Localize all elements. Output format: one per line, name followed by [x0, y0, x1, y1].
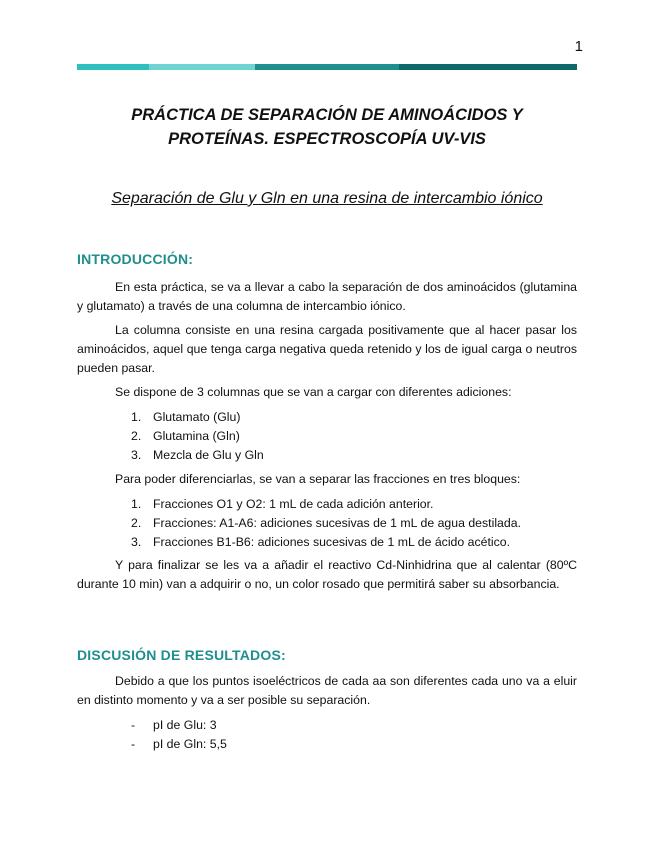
title-line-2: PROTEÍNAS. ESPECTROSCOPÍA UV-VIS: [168, 130, 486, 148]
list-text: pI de Gln: 5,5: [153, 737, 227, 751]
list-item: [131, 427, 264, 446]
list-text: Fracciones B1-B6: adiciones sucesivas de 1 mL de ácido acético.: [153, 535, 511, 549]
document-subtitle: Separación de Glu y Gln en una resina de intercambio iónico: [111, 190, 543, 207]
header-divider: [77, 64, 577, 70]
title-line-1: PRÁCTICA DE SEPARACIÓN DE AMINOÁCIDOS Y: [131, 106, 523, 124]
discussion-heading: DISCUSIÓN DE RESULTADOS:: [77, 647, 286, 663]
list-dash: -: [131, 737, 136, 751]
intro-paragraph-2: La columna consiste en una resina cargada positivamente que al hacer pasar los aminoácidos, aquel que tenga carga negativa queda retenido y los de igual carga o neutros pueden pasar.: [77, 323, 577, 375]
document-title: [77, 103, 577, 151]
columns-list: [131, 408, 264, 465]
list-number: 2.: [131, 429, 142, 443]
list-item: [131, 533, 521, 552]
divider-segment: [149, 64, 255, 70]
list-item: [131, 514, 521, 533]
list-item: [131, 446, 264, 465]
page-number: 1: [574, 38, 583, 55]
list-text: Glutamato (Glu): [153, 410, 241, 424]
list-item: [131, 716, 227, 735]
list-number: 1.: [131, 410, 142, 424]
list-number: 2.: [131, 516, 142, 530]
list-item: [131, 735, 227, 754]
list-dash: -: [131, 718, 136, 732]
list-item: [131, 408, 264, 427]
intro-paragraph-3: Se dispone de 3 columnas que se van a cargar con diferentes adiciones:: [115, 385, 512, 399]
list-text: Fracciones O1 y O2: 1 mL de cada adición anterior.: [153, 497, 434, 511]
divider-segment: [255, 64, 399, 70]
intro-heading: INTRODUCCIÓN:: [77, 251, 194, 267]
intro-paragraph-5: Y para finalizar se les va a añadir el reactivo Cd-Ninhidrina que al calentar (80ºC durante 10 min) van a adquirir o no, un color rosado que permitirá saber su absorbancia.: [77, 558, 577, 591]
list-text: Glutamina (Gln): [153, 429, 240, 443]
list-text: Mezcla de Glu y Gln: [153, 448, 264, 462]
intro-paragraph-4: Para poder diferenciarlas, se van a separar las fracciones en tres bloques:: [115, 472, 521, 486]
isoelectric-list: [131, 716, 227, 754]
intro-paragraph-1: En esta práctica, se va a llevar a cabo la separación de dos aminoácidos (glutamina y glutamato) a través de una columna de intercambio iónico.: [77, 280, 577, 313]
list-text: Fracciones: A1-A6: adiciones sucesivas de 1 mL de agua destilada.: [153, 516, 521, 530]
discussion-paragraph-1: Debido a que los puntos isoeléctricos de cada aa son diferentes cada uno va a eluir en distinto momento y va a ser posible su separación.: [77, 674, 577, 707]
fractions-list: [131, 495, 521, 552]
divider-segment: [77, 64, 149, 70]
list-number: 3.: [131, 535, 142, 549]
list-number: 1.: [131, 497, 142, 511]
list-number: 3.: [131, 448, 142, 462]
list-item: [131, 495, 521, 514]
divider-segment: [399, 64, 577, 70]
list-text: pI de Glu: 3: [153, 718, 217, 732]
